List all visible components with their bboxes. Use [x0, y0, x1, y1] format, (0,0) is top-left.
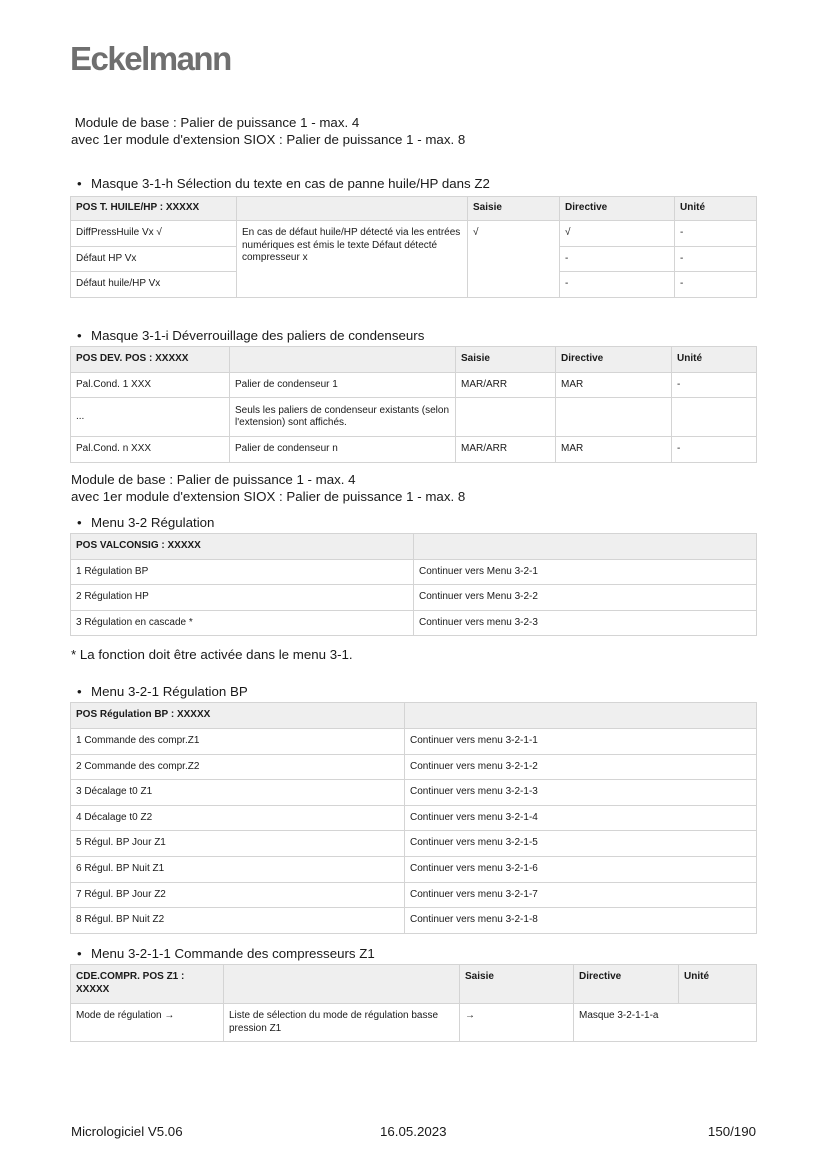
header-cell: CDE.COMPR. POS Z1 : XXXXX [71, 965, 224, 1004]
cell-unite: - [672, 437, 757, 463]
cell-parameter: DiffPressHuile Vx √ [71, 221, 237, 247]
section-title-3-2 [77, 515, 214, 530]
cell-link: Continuer vers menu 3-2-1-2 [405, 754, 757, 780]
header-cell: Directive [560, 197, 675, 221]
cell-link: Continuer vers Menu 3-2-2 [414, 585, 757, 611]
section-title-text: Masque 3-1-i Déverrouillage des paliers de condenseurs [91, 328, 425, 343]
cell-description: En cas de défaut huile/HP détecté via les entrées numériques est émis le texte Défaut détecté compresseur x [237, 221, 468, 298]
table-row [71, 560, 757, 585]
cell-menu-item: 3 Décalage t0 Z1 [71, 780, 405, 806]
table-row [71, 398, 757, 437]
header-cell [224, 965, 460, 1004]
section-title-3-1-h [77, 176, 490, 191]
table-menu-3-2 [70, 533, 757, 636]
table-row [71, 1004, 757, 1042]
cell-parameter: ... [71, 398, 230, 437]
cell-link: Continuer vers menu 3-2-1-6 [405, 856, 757, 882]
eckelmann-logo: Eckelmann [70, 40, 231, 77]
table-header-row [71, 197, 757, 221]
cell-link: Continuer vers menu 3-2-3 [414, 611, 757, 636]
table-mask-3-1-h [70, 196, 757, 298]
header-cell: POS Régulation BP : XXXXX [71, 703, 405, 729]
cell-description: Palier de condenseur 1 [230, 373, 456, 398]
table-row [71, 805, 757, 831]
section-title-3-2-1-1 [77, 946, 375, 961]
section-title-text: Menu 3-2 Régulation [91, 515, 215, 530]
mid-line-1: Module de base : Palier de puissance 1 - max. 4 [71, 472, 356, 487]
cell-parameter: Pal.Cond. 1 XXX [71, 373, 230, 398]
footer-date: 16.05.2023 [380, 1124, 447, 1139]
table-row [71, 831, 757, 857]
cell-menu-item: 2 Commande des compr.Z2 [71, 754, 405, 780]
table-menu-3-2-1 [70, 702, 757, 934]
header-cell [414, 534, 757, 560]
cell-directive: MAR [556, 373, 672, 398]
cell-link: Continuer vers menu 3-2-1-8 [405, 908, 757, 934]
cell-unite: - [672, 373, 757, 398]
table-row [71, 373, 757, 398]
bullet: • [77, 176, 82, 191]
cell-directive: MAR [556, 437, 672, 463]
cell-directive [556, 398, 672, 437]
table-row [71, 856, 757, 882]
cell-parameter: Défaut HP Vx [71, 247, 237, 272]
mid-paragraph [71, 471, 465, 505]
table-row [71, 754, 757, 780]
table-row [71, 437, 757, 463]
header-cell: Unité [675, 197, 757, 221]
header-cell: Directive [556, 347, 672, 373]
header-cell [405, 703, 757, 729]
table-header-row [71, 965, 757, 1004]
cell-unite: - [675, 221, 757, 247]
footnote: * La fonction doit être activée dans le menu 3-1. [71, 647, 353, 662]
header-cell: Unité [679, 965, 757, 1004]
cell-menu-item: 1 Régulation BP [71, 560, 414, 585]
section-title-text: Menu 3-2-1-1 Commande des compresseurs Z1 [91, 946, 375, 961]
bullet: • [77, 515, 82, 530]
cell-saisie [456, 398, 556, 437]
header-cell: POS VALCONSIG : XXXXX [71, 534, 414, 560]
section-title-text: Masque 3-1-h Sélection du texte en cas de panne huile/HP dans Z2 [91, 176, 490, 191]
table-row [71, 585, 757, 611]
cell-directive: - [560, 247, 675, 272]
header-cell: POS DEV. POS : XXXXX [71, 347, 230, 373]
cell-description: Seuls les paliers de condenseur existants (selon l'extension) sont affichés. [230, 398, 456, 437]
section-title-3-2-1 [77, 684, 248, 699]
table-header-row [71, 703, 757, 729]
header-cell: Saisie [468, 197, 560, 221]
cell-description: Liste de sélection du mode de régulation basse pression Z1 [224, 1004, 460, 1042]
cell-menu-item: 2 Régulation HP [71, 585, 414, 611]
footer-page-number: 150/190 [707, 1124, 756, 1139]
cell-link: Continuer vers menu 3-2-1-7 [405, 882, 757, 908]
section-title-text: Menu 3-2-1 Régulation BP [91, 684, 248, 699]
bullet: • [77, 946, 82, 961]
table-mask-3-1-i [70, 346, 757, 463]
cell-parameter: Pal.Cond. n XXX [71, 437, 230, 463]
cell-saisie: MAR/ARR [456, 373, 556, 398]
cell-parameter: Mode de régulation → [71, 1004, 224, 1042]
header-cell: Saisie [456, 347, 556, 373]
cell-directive: - [560, 272, 675, 298]
cell-unite: - [675, 247, 757, 272]
cell-menu-item: 5 Régul. BP Jour Z1 [71, 831, 405, 857]
table-row [71, 611, 757, 636]
table-row [71, 221, 757, 247]
cell-link: Continuer vers menu 3-2-1-5 [405, 831, 757, 857]
header-cell [230, 347, 456, 373]
table-row [71, 729, 757, 755]
table-row [71, 908, 757, 934]
intro-line-1: Module de base : Palier de puissance 1 - max. 4 [71, 115, 360, 130]
cell-menu-item: 1 Commande des compr.Z1 [71, 729, 405, 755]
cell-saisie: → [460, 1004, 574, 1042]
mid-line-2: avec 1er module d'extension SIOX : Palier de puissance 1 - max. 8 [71, 489, 466, 504]
cell-menu-item: 3 Régulation en cascade * [71, 611, 414, 636]
cell-menu-item: 4 Décalage t0 Z2 [71, 805, 405, 831]
bullet: • [77, 684, 82, 699]
cell-link: Continuer vers Menu 3-2-1 [414, 560, 757, 585]
cell-saisie: √ [468, 221, 560, 298]
table-row [71, 780, 757, 806]
section-title-3-1-i [77, 328, 424, 343]
table-header-row [71, 347, 757, 373]
cell-link: Continuer vers menu 3-2-1-4 [405, 805, 757, 831]
header-cell: Directive [574, 965, 679, 1004]
intro-line-2: avec 1er module d'extension SIOX : Palier de puissance 1 - max. 8 [71, 132, 466, 147]
cell-unite [672, 398, 757, 437]
footer-firmware: Micrologiciel V5.06 [71, 1124, 183, 1139]
table-row [71, 882, 757, 908]
header-cell: POS T. HUILE/HP : XXXXX [71, 197, 237, 221]
cell-link: Continuer vers menu 3-2-1-3 [405, 780, 757, 806]
cell-unite: - [675, 272, 757, 298]
table-header-row [71, 534, 757, 560]
cell-saisie: MAR/ARR [456, 437, 556, 463]
bullet: • [77, 328, 82, 343]
table-menu-3-2-1-1 [70, 964, 757, 1042]
header-cell: Unité [672, 347, 757, 373]
cell-link: Continuer vers menu 3-2-1-1 [405, 729, 757, 755]
cell-parameter: Défaut huile/HP Vx [71, 272, 237, 298]
cell-directive: Masque 3-2-1-1-a [574, 1004, 757, 1042]
cell-menu-item: 8 Régul. BP Nuit Z2 [71, 908, 405, 934]
header-cell [237, 197, 468, 221]
cell-menu-item: 6 Régul. BP Nuit Z1 [71, 856, 405, 882]
cell-directive: √ [560, 221, 675, 247]
cell-description: Palier de condenseur n [230, 437, 456, 463]
cell-menu-item: 7 Régul. BP Jour Z2 [71, 882, 405, 908]
header-cell: Saisie [460, 965, 574, 1004]
intro-paragraph [71, 114, 465, 148]
